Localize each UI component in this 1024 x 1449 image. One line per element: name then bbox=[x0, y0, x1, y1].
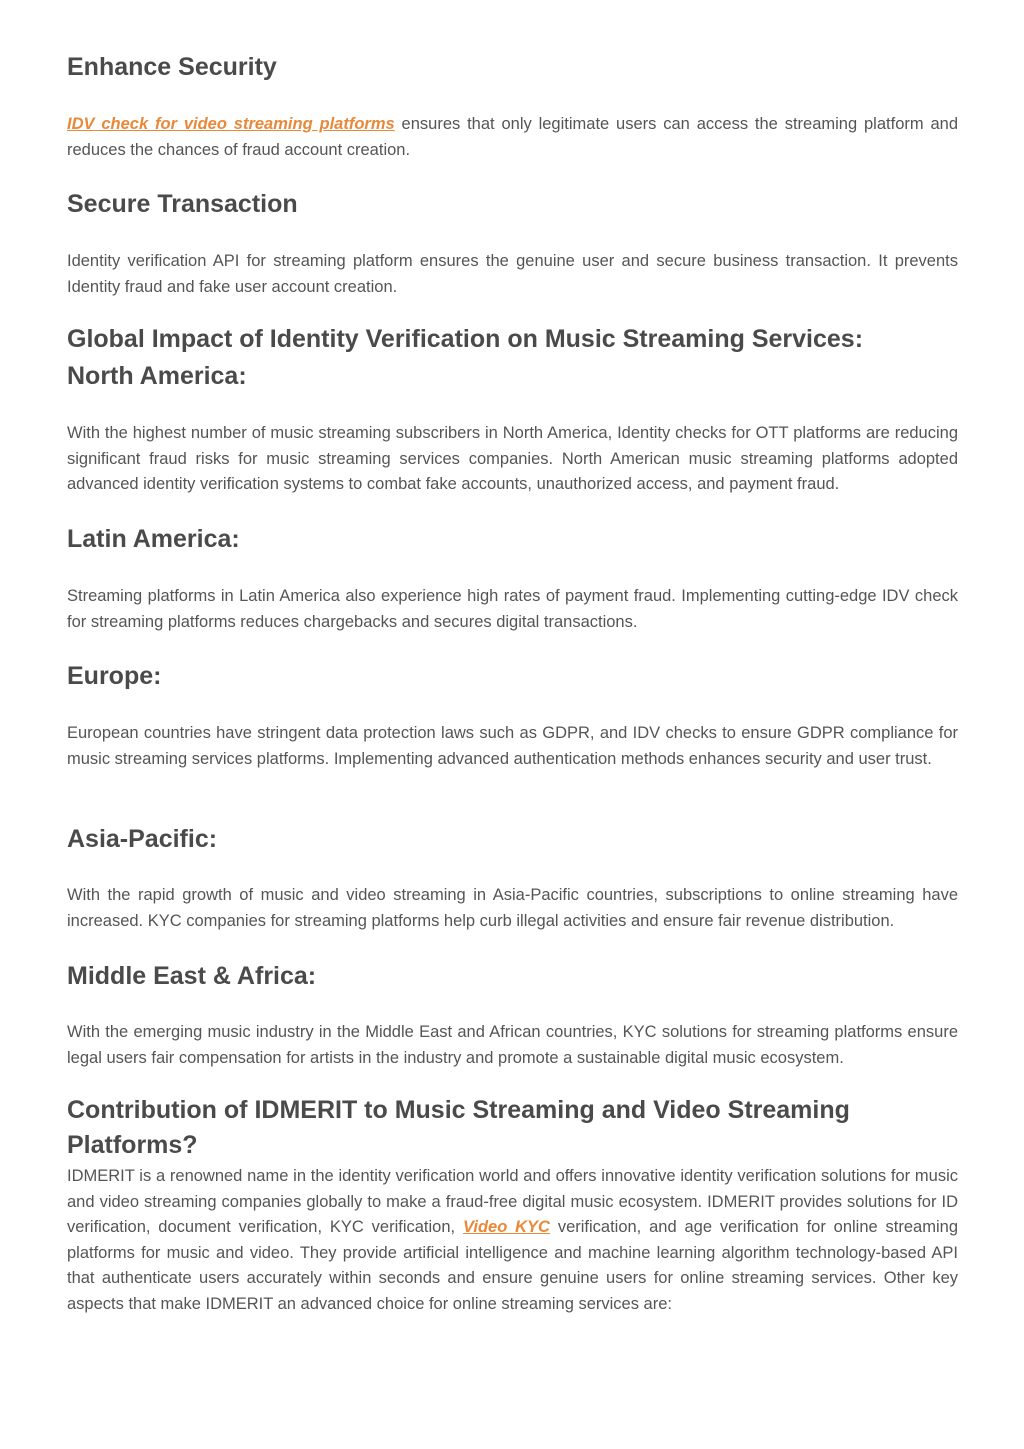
heading-middle-east-africa: Middle East & Africa: bbox=[67, 962, 317, 990]
paragraph-europe: European countries have stringent data protection laws such as GDPR, and IDV checks to ensure GDPR compliance for music streaming services platforms. Implementing advanced authentication methods enhances security and user trust. bbox=[67, 724, 958, 768]
paragraph-latin-america: Streaming platforms in Latin America also experience high rates of payment fraud. Implementing cutting-edge IDV check for streaming platforms reduces chargebacks and secures digital transactions. bbox=[67, 587, 958, 631]
paragraph-middle-east-africa: With the emerging music industry in the Middle East and African countries, KYC solutions for streaming platforms ensure legal users fair compensation for artists in the industry and promote a sustainable digital music ecosystem. bbox=[67, 1023, 958, 1067]
paragraph-asia-pacific: With the rapid growth of music and video streaming in Asia-Pacific countries, subscriptions to online streaming have increased. KYC companies for streaming platforms help curb illegal activities and ensure fair revenue distribution. bbox=[67, 886, 958, 930]
heading-europe: Europe: bbox=[67, 662, 162, 690]
paragraph-north-america: With the highest number of music streaming subscribers in North America, Identity checks for OTT platforms are reducing significant fraud risks for music streaming services companies. North American music streaming platforms adopted advanced identity verification systems to combat fake accounts, unauthorized access, and payment fraud. bbox=[67, 424, 958, 493]
heading-enhance-security: Enhance Security bbox=[67, 53, 277, 81]
video-kyc-link[interactable]: Video KYC bbox=[462, 1218, 550, 1236]
heading-secure-transaction: Secure Transaction bbox=[67, 190, 298, 218]
heading-latin-america: Latin America: bbox=[67, 525, 240, 553]
paragraph-contribution-text-after: verification, and age verification for online streaming platforms for music and video. They provide artificial intelligence and machine learning algorithm technology-based API that authenticate users accurately within seconds and ensure genuine users for online streaming services. Other key aspects that make IDMERIT an advanced choice for online streaming services are: bbox=[67, 1218, 958, 1313]
paragraph-enhance-security-text: ensures that only legitimate users can access the streaming platform and reduces the chances of fraud account creation. bbox=[67, 115, 958, 159]
paragraph-contribution-text-before: IDMERIT is a renowned name in the identity verification world and offers innovative identity verification solutions for music and video streaming companies globally to make a fraud-free digital music ecosystem. IDMERIT provides solutions for ID verification, document verification, KYC verification, bbox=[67, 1167, 958, 1236]
idv-check-video-streaming-link[interactable]: IDV check for video streaming platforms bbox=[67, 115, 395, 133]
heading-north-america: North America: bbox=[67, 362, 247, 390]
paragraph-enhance-security bbox=[67, 112, 958, 163]
paragraph-secure-transaction: Identity verification API for streaming platform ensures the genuine user and secure business transaction. It prevents Identity fraud and fake user account creation. bbox=[67, 252, 958, 296]
paragraph-contribution-idmerit bbox=[67, 1164, 958, 1317]
heading-asia-pacific: Asia-Pacific: bbox=[67, 825, 218, 853]
heading-global-impact: Global Impact of Identity Verification on Music Streaming Services: bbox=[67, 325, 864, 353]
heading-contribution-idmerit: Contribution of IDMERIT to Music Streaming and Video Streaming Platforms? bbox=[67, 1096, 850, 1159]
